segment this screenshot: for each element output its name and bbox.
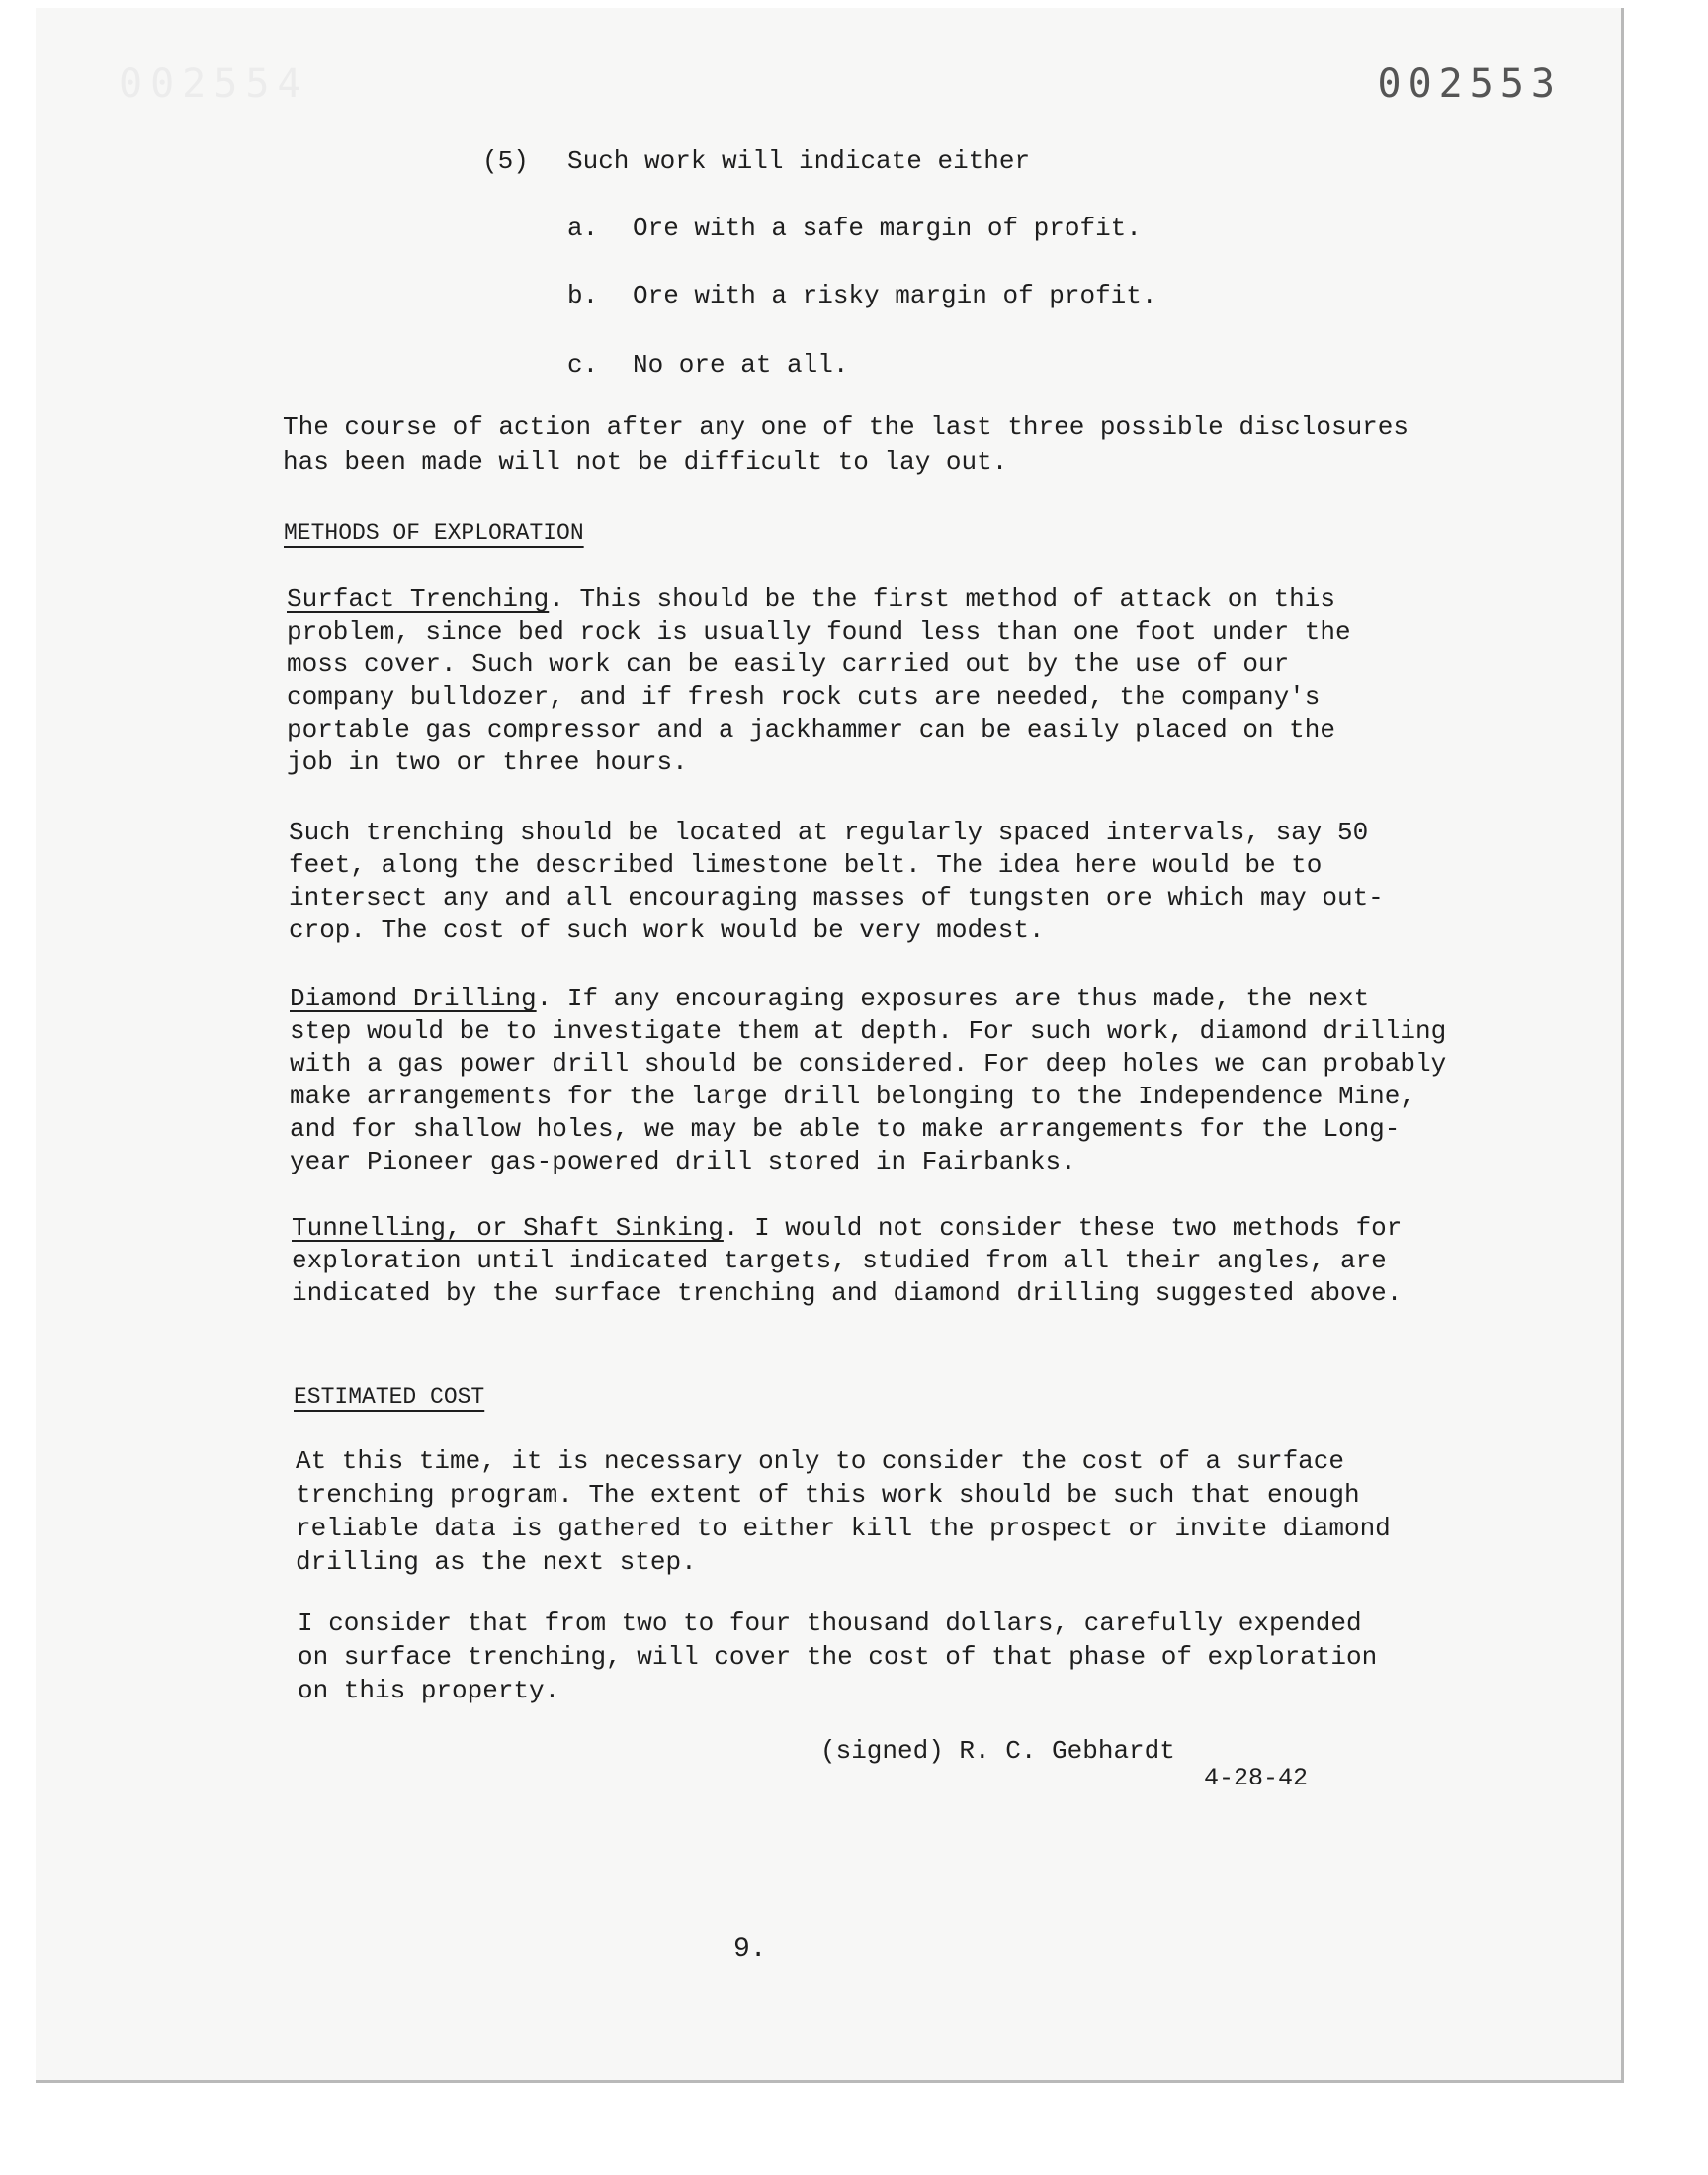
text-line: portable gas compressor and a jackhammer can be easily placed on the — [287, 715, 1335, 744]
methods-heading: METHODS OF EXPLORATION — [284, 520, 584, 546]
option-text: Ore with a safe margin of profit. — [633, 214, 1142, 243]
text-line: drilling as the next step. — [296, 1547, 697, 1577]
tunnelling-title: Tunnelling, or Shaft Sinking — [292, 1213, 724, 1243]
option-marker: b. — [567, 281, 599, 310]
document-number: 002553 — [1377, 61, 1562, 107]
text-line — [287, 583, 1335, 616]
text-line: I consider that from two to four thousand dollars, carefully expended — [298, 1609, 1362, 1638]
text-line: reliable data is gathered to either kill the prospect or invite diamond — [296, 1514, 1391, 1543]
text-line: make arrangements for the large drill belonging to the Independence Mine, — [290, 1082, 1415, 1111]
text-line: company bulldozer, and if fresh rock cuts are needed, the company's — [287, 682, 1321, 712]
option-marker: a. — [567, 214, 599, 243]
option-marker: c. — [567, 350, 599, 380]
text-line: At this time, it is necessary only to consider the cost of a surface — [296, 1446, 1344, 1476]
page-number: 9. — [733, 1934, 767, 1964]
text-line: and for shallow holes, we may be able to make arrangements for the Long- — [290, 1114, 1401, 1144]
text-line — [290, 983, 1369, 1015]
text-line: step would be to investigate them at depth. For such work, diamond drilling — [290, 1016, 1447, 1046]
text-line: has been made will not be difficult to lay out. — [283, 447, 1008, 477]
text-line: problem, since bed rock is usually found less than one foot under the — [287, 617, 1351, 647]
text-span: . This should be the first method of attack on this — [549, 584, 1335, 614]
text-line: Such trenching should be located at regularly spaced intervals, say 50 — [289, 818, 1369, 847]
text-line: moss cover. Such work can be easily carried out by the use of our — [287, 650, 1290, 679]
option-text: Ore with a risky margin of profit. — [633, 281, 1157, 310]
text-line — [292, 1212, 1402, 1245]
bleed-through-number: 002554 — [119, 61, 309, 107]
text-line: with a gas power drill should be considered. For deep holes we can probably — [290, 1049, 1447, 1079]
list-item-text: Such work will indicate either — [567, 146, 1031, 176]
text-line: year Pioneer gas-powered drill stored in Fairbanks. — [290, 1147, 1076, 1176]
signature-line: (signed) R. C. Gebhardt — [820, 1736, 1175, 1766]
list-marker: (5) — [482, 146, 529, 176]
option-b — [567, 281, 1157, 310]
text-line: job in two or three hours. — [287, 747, 688, 777]
text-line: crop. The cost of such work would be very modest. — [289, 915, 1045, 945]
option-c — [567, 350, 848, 380]
text-line: on surface trenching, will cover the cost of that phase of exploration — [298, 1642, 1378, 1672]
text-line: indicated by the surface trenching and diamond drilling suggested above. — [292, 1278, 1403, 1308]
text-line: intersect any and all encouraging masses of tungsten ore which may out- — [289, 883, 1384, 913]
list-item-5 — [482, 146, 1030, 176]
text-line: trenching program. The extent of this work should be such that enough — [296, 1480, 1360, 1510]
signature-date: 4-28-42 — [1204, 1764, 1309, 1792]
option-text: No ore at all. — [633, 350, 849, 380]
text-line: on this property. — [298, 1676, 560, 1705]
text-line: feet, along the described limestone belt. The idea here would be to — [289, 850, 1323, 880]
text-line: exploration until indicated targets, studied from all their angles, are — [292, 1246, 1387, 1275]
text-span: . I would not consider these two methods for — [723, 1213, 1403, 1243]
text-span: . If any encouraging exposures are thus made, the next — [536, 984, 1370, 1013]
diamond-drilling-title: Diamond Drilling — [290, 984, 537, 1013]
estimated-cost-heading: ESTIMATED COST — [294, 1384, 485, 1410]
surface-trenching-title: Surfact Trenching — [287, 584, 550, 614]
text-line: The course of action after any one of the last three possible disclosures — [283, 412, 1409, 442]
option-a — [567, 214, 1142, 243]
